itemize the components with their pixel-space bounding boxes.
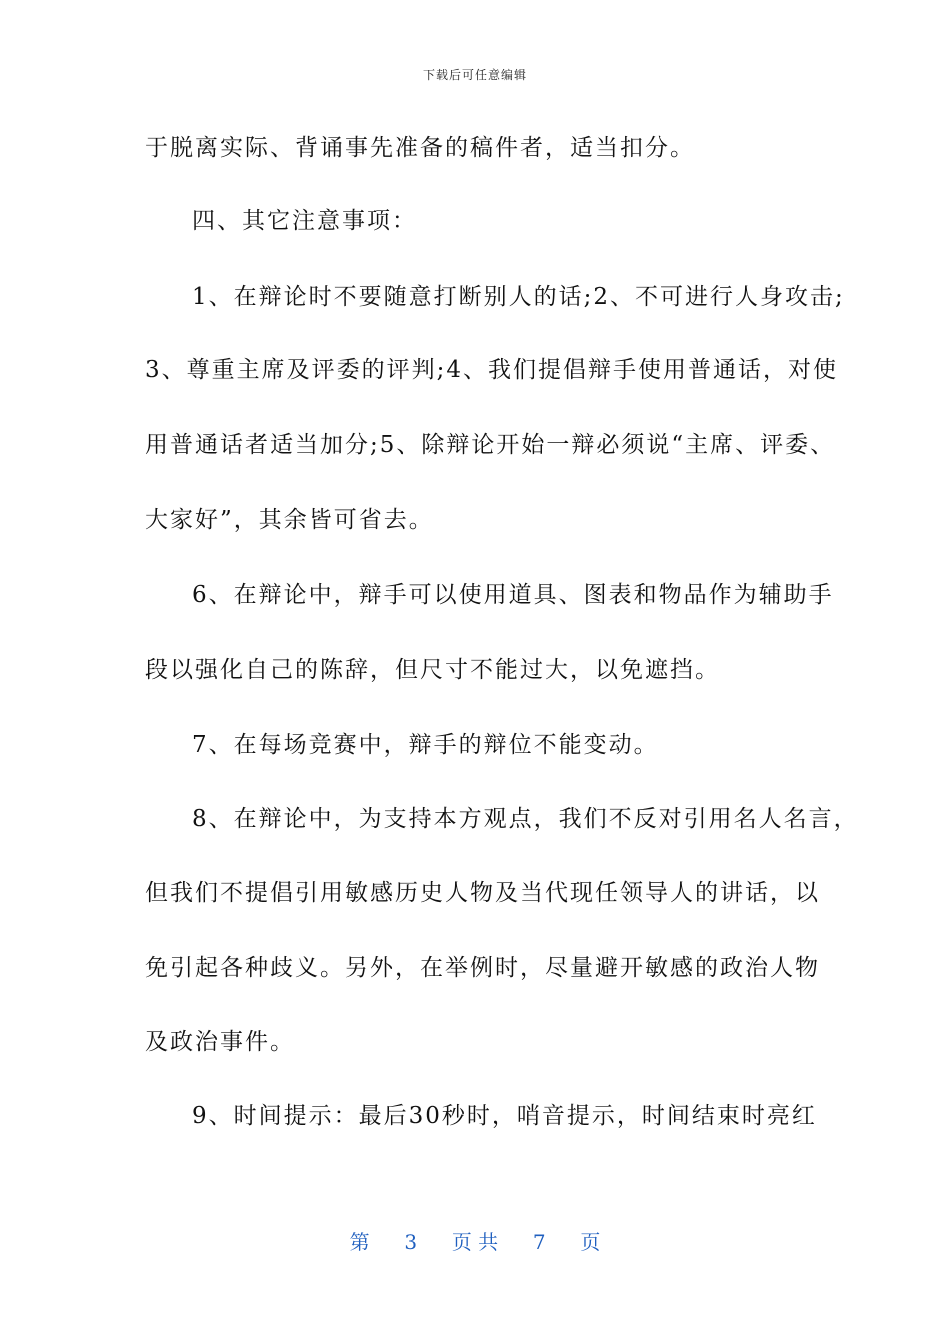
footer-middle: 页 共	[451, 1230, 499, 1254]
paragraph-line: 3、尊重主席及评委的评判;4、我们提倡辩手使用普通话，对使	[145, 357, 839, 383]
paragraph-line: 大家好”，其余皆可省去。	[145, 507, 434, 533]
footer-total-pages: 7	[532, 1230, 546, 1254]
page-number-footer	[0, 1226, 950, 1255]
paragraph-line: 于脱离实际、背诵事先准备的稿件者，适当扣分。	[145, 135, 695, 161]
paragraph-line: 9、时间提示：最后30秒时，哨音提示，时间结束时亮红	[192, 1103, 817, 1129]
paragraph-line: 但我们不提倡引用敏感历史人物及当代现任领导人的讲话，以	[145, 880, 820, 906]
paragraph-line: 免引起各种歧义。另外，在举例时，尽量避开敏感的政治人物	[145, 955, 820, 981]
paragraph-line: 6、在辩论中，辩手可以使用道具、图表和物品作为辅助手	[192, 582, 834, 608]
paragraph-line: 段以强化自己的陈辞，但尺寸不能过大，以免遮挡。	[145, 657, 720, 683]
paragraph-line: 8、在辩论中，为支持本方观点，我们不反对引用名人名言，	[192, 806, 859, 832]
footer-suffix: 页	[580, 1230, 601, 1254]
paragraph-line: 及政治事件。	[145, 1029, 295, 1055]
footer-prefix: 第	[349, 1230, 370, 1254]
page-header-note: 下载后可任意编辑	[422, 68, 527, 82]
paragraph-line: 7、在每场竞赛中，辩手的辩位不能变动。	[192, 732, 659, 758]
paragraph-line: 用普通话者适当加分;5、除辩论开始一辩必须说“主席、评委、	[145, 432, 836, 458]
footer-current-page: 3	[404, 1230, 418, 1254]
paragraph-line: 1、在辩论时不要随意打断别人的话;2、不可进行人身攻击;	[192, 284, 845, 310]
section-heading: 四、其它注意事项：	[192, 208, 417, 234]
